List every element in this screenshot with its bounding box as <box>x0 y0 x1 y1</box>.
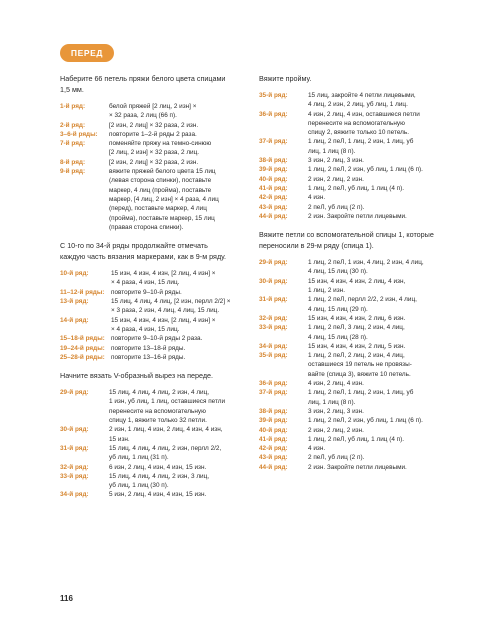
instruction-row <box>60 130 232 139</box>
row-text-line: 6 изн, 2 лиц, 4 изн, 4 изн, 15 изн. <box>109 463 207 471</box>
row-text-line: 2 пеЛ, уб лиц (2 п). <box>308 203 365 211</box>
row-text-line: 4 лиц, 15 лиц (28 п). <box>308 333 368 341</box>
instruction-row <box>60 444 232 463</box>
row-text-line: спицу 2, вяжите только 10 петель. <box>308 129 410 137</box>
row-label: 37-й ряд: <box>259 389 288 397</box>
row-text-line: 1 лиц, 2 изн. <box>308 287 345 295</box>
instruction-row <box>60 121 232 130</box>
row-text-line: 4 изн. <box>308 445 326 453</box>
row-text <box>308 156 437 165</box>
row-label: 40-й ряд: <box>259 426 288 434</box>
row-text-line: перенесите на вспомогательную <box>308 119 405 127</box>
row-text-line: 1 лиц, 2 пеЛ, 1 лиц, 2 изн, 1 лиц, уб <box>308 389 414 397</box>
instruction-row <box>60 288 232 297</box>
row-text-line: × 4 раза, 4 изн, 15 лиц. <box>111 279 180 287</box>
row-label: 34-й ряд: <box>60 491 89 499</box>
instruction-row <box>60 334 232 343</box>
instruction-row <box>259 110 437 138</box>
instruction-row <box>259 388 437 407</box>
row-label: 41-й ряд: <box>259 184 288 192</box>
row-label: 3–6-й ряды: <box>60 130 98 138</box>
instruction-row <box>60 158 232 167</box>
row-text-line: повторите 1–2-й ряды 2 раза. <box>109 130 197 138</box>
row-label: 33-й ряд: <box>60 472 89 480</box>
row-text <box>308 258 437 277</box>
row-text-line: повторите 13–16-й ряды. <box>111 353 186 361</box>
row-text <box>308 203 437 212</box>
row-text <box>109 167 232 232</box>
row-text-line: (правая сторона спинки). <box>109 223 184 231</box>
instruction-row <box>60 167 232 232</box>
row-text <box>109 444 232 463</box>
row-label: 13-й ряд: <box>60 298 89 306</box>
row-text-line: 15 изн. <box>109 435 130 443</box>
instruction-row <box>259 277 437 296</box>
instruction-row <box>60 269 232 288</box>
row-text <box>109 463 232 472</box>
row-text-line: 15 изн, 4 изн, 4 изн, [2 лиц, 4 изн] × <box>111 270 216 278</box>
instruction-row <box>259 156 437 165</box>
row-text-line: уб лиц, 1 лиц (30 п). <box>109 482 169 490</box>
row-label: 37-й ряд: <box>259 138 288 146</box>
row-text-line: 4 изн, 2 лиц, 4 изн. <box>308 380 364 388</box>
row-label: 31-й ряд: <box>60 444 89 452</box>
row-label: 38-й ряд: <box>259 407 288 415</box>
row-label: 43-й ряд: <box>259 203 288 211</box>
row-text-line: маркер, [4 лиц, 2 изн] × 4 раза, 4 лиц <box>109 195 219 203</box>
row-text-line: (перед), поставьте маркер, 4 лиц <box>109 205 207 213</box>
markers-paragraph: С 10-го по 34-й ряды продолжайте отмечать каждую часть вязания маркерами, как в 9-м ряду. <box>60 241 227 262</box>
instruction-row <box>259 463 437 472</box>
row-text-line: [2 лиц, 2 изн] × 32 раза, 2 лиц. <box>109 149 200 157</box>
instruction-row <box>60 102 232 121</box>
row-label: 10-й ряд: <box>60 270 89 278</box>
row-text <box>308 110 437 138</box>
row-text <box>308 91 437 110</box>
row-text-line: 4 лиц, 2 изн, 2 лиц, уб лиц, 1 лиц. <box>308 101 408 109</box>
row-list-4 <box>259 91 437 221</box>
row-text-line: 1 лиц, 2 пеЛ, уб лиц, 1 лиц (4 п). <box>308 184 405 192</box>
row-text-line: белой пряжей [2 лиц, 2 изн] × <box>109 103 197 110</box>
instruction-row <box>60 344 232 353</box>
instruction-row <box>259 193 437 202</box>
instruction-row <box>259 407 437 416</box>
row-text-line: 1 лиц, 2 пеЛ, перлл 2/2, 2 изн, 4 лиц, <box>308 296 417 304</box>
row-text-line: повторите 9–10-й ряды. <box>111 288 182 296</box>
row-text <box>111 316 232 335</box>
spare-needle-paragraph: Вяжите петли со вспомогательной спицы 1, которые переносили в 29-м ряду (спица 1). <box>259 230 434 251</box>
row-text-line: 15 лиц, 4 лиц, 4 лиц, 2 изн, перлл 2/2, <box>109 444 222 452</box>
row-text-line: перенесите на вспомогательную <box>109 407 206 415</box>
row-label: 32-й ряд: <box>60 463 89 471</box>
instruction-row <box>259 258 437 277</box>
row-label: 41-й ряд: <box>259 435 288 443</box>
row-label: 25–28-й ряды: <box>60 353 105 361</box>
instruction-row <box>259 295 437 314</box>
row-text <box>109 139 232 158</box>
row-text-line: 2 изн. Закройте петли лицевыми. <box>308 212 407 220</box>
instruction-row <box>259 314 437 323</box>
right-column <box>259 73 437 480</box>
row-text-line: 2 изн, 2 лиц, 2 изн. <box>308 175 364 183</box>
row-text-line: 15 лиц, закройте 4 петли лицевыми, <box>308 92 416 99</box>
row-list-5 <box>259 258 437 472</box>
row-text-line: 1 лиц, 2 пеЛ, 2 изн, уб лиц, 1 лиц (6 п). <box>308 417 423 425</box>
row-text-line: 1 лиц, 2 пеЛ, 3 лиц, 2 изн, 4 лиц, <box>308 324 405 332</box>
row-text-line: лиц, 1 лиц (8 п). <box>308 398 356 406</box>
row-label: 40-й ряд: <box>259 175 288 183</box>
row-label: 38-й ряд: <box>259 157 288 165</box>
instruction-row <box>259 184 437 193</box>
row-text-line: вяжите пряжей белого цвета 15 лиц <box>109 168 216 176</box>
row-text-line: 1 лиц, 2 пеЛ, 1 лиц, 2 изн, 1 лиц, уб <box>308 138 414 146</box>
row-text <box>308 323 437 342</box>
v-neck-paragraph: Начните вязать V-образный вырез на переде. <box>60 371 214 381</box>
row-text-line: × 32 раза, 2 лиц (66 п). <box>109 112 177 120</box>
row-label: 11–12-й ряды: <box>60 288 105 296</box>
instruction-row <box>259 91 437 110</box>
row-text-line: 1 лиц, 2 пеЛ, 2 лиц, 2 изн, 4 лиц, <box>308 352 405 360</box>
row-text-line: 15 лиц, 4 лиц, 4 лиц, 2 изн, 3 лиц, <box>109 472 210 480</box>
row-text <box>308 193 437 202</box>
row-text <box>109 121 232 130</box>
row-text-line: × 4 раза, 4 изн, 15 лиц. <box>111 325 180 333</box>
row-text <box>308 453 437 462</box>
row-text <box>308 379 437 388</box>
instruction-row <box>60 139 232 158</box>
instruction-row <box>60 316 232 335</box>
row-text <box>308 342 437 351</box>
instruction-row <box>259 453 437 462</box>
row-label: 31-й ряд: <box>259 296 288 304</box>
row-label: 43-й ряд: <box>259 454 288 462</box>
row-text-line: маркер, 4 лиц (пройма), поставьте <box>109 186 212 194</box>
row-text-line: 4 лиц, 15 лиц (29 п). <box>308 305 368 313</box>
row-text-line: (пройма), поставьте маркер, 15 лиц <box>109 214 215 222</box>
row-text <box>308 463 437 472</box>
row-label: 42-й ряд: <box>259 445 288 453</box>
row-text <box>308 426 437 435</box>
row-label: 19–24-й ряды: <box>60 344 105 352</box>
row-text-line: [2 изн, 2 лиц] × 32 раза, 2 изн. <box>109 121 199 129</box>
row-text <box>308 388 437 407</box>
row-text <box>109 472 232 491</box>
section-badge: ПЕРЕД <box>60 44 114 62</box>
row-text-line: 3 изн, 2 лиц, 3 изн. <box>308 157 364 165</box>
row-label: 2-й ряд: <box>60 121 86 129</box>
row-text <box>109 102 232 121</box>
row-label: 15–18-й ряды: <box>60 335 105 343</box>
row-label: 29-й ряд: <box>259 259 288 267</box>
row-text <box>111 288 232 297</box>
armhole-paragraph: Вяжите пройму. <box>259 74 312 83</box>
row-label: 14-й ряд: <box>60 316 89 324</box>
row-text <box>111 334 232 343</box>
row-label: 34-й ряд: <box>259 342 288 350</box>
row-text <box>109 158 232 167</box>
instruction-row <box>259 342 437 351</box>
instruction-row <box>259 165 437 174</box>
row-text <box>308 407 437 416</box>
instruction-row <box>259 416 437 425</box>
row-text <box>308 212 437 221</box>
instruction-row <box>259 351 437 379</box>
row-text <box>308 351 437 379</box>
row-text-line: лиц, 1 лиц (8 п). <box>308 147 356 155</box>
instruction-row <box>259 444 437 453</box>
row-text <box>308 295 437 314</box>
row-label: 39-й ряд: <box>259 417 288 425</box>
row-text-line: поменяйте пряжу на темно-синюю <box>109 140 212 148</box>
row-text-line: 15 изн, 4 изн, 4 изн, 2 лиц, 5 изн. <box>308 342 406 350</box>
row-text-line: повторите 13–18-й ряды. <box>111 344 186 352</box>
row-label: 29-й ряд: <box>60 389 89 397</box>
row-text <box>111 269 232 288</box>
row-text <box>109 388 232 425</box>
row-text-line: 4 лиц, 15 лиц (30 п). <box>308 268 368 276</box>
row-text-line: 15 изн, 4 изн, 4 изн, 2 лиц, 6 изн. <box>308 314 406 322</box>
instruction-row <box>60 353 232 362</box>
row-text <box>308 444 437 453</box>
row-text-line: × 3 раза, 2 изн, 4 лиц, 4 лиц, 15 лиц. <box>111 307 220 315</box>
instruction-row <box>60 425 232 444</box>
row-label: 7-й ряд: <box>60 140 86 148</box>
row-label: 35-й ряд: <box>259 352 288 360</box>
row-text <box>109 425 232 444</box>
row-list-2 <box>60 269 232 362</box>
row-text-line: 3 изн, 2 лиц, 3 изн. <box>308 407 364 415</box>
row-list-3 <box>60 388 232 500</box>
row-text <box>308 314 437 323</box>
row-label: 30-й ряд: <box>259 277 288 285</box>
row-text-line: 5 изн, 2 лиц, 4 изн, 4 изн, 15 изн. <box>109 491 207 499</box>
row-text-line: 2 изн. Закройте петли лицевыми. <box>308 463 407 471</box>
row-text-line: [2 изн, 2 лиц] × 32 раза, 2 изн. <box>109 158 199 166</box>
row-text-line: 2 пеЛ, уб лиц (2 п). <box>308 454 365 462</box>
instruction-row <box>259 379 437 388</box>
row-label: 9-й ряд: <box>60 168 86 176</box>
row-text-line: 1 изн, уб лиц, 1 лиц, оставшиеся петли <box>109 398 226 406</box>
instruction-row <box>259 323 437 342</box>
row-label: 36-й ряд: <box>259 110 288 118</box>
instruction-row <box>259 175 437 184</box>
instruction-row <box>60 297 232 316</box>
row-text <box>308 175 437 184</box>
row-text-line: 1 лиц, 2 пеЛ, уб лиц, 1 лиц (4 п). <box>308 435 405 443</box>
row-text <box>111 353 232 362</box>
row-text-line: оставшиеся 19 петель не провязы- <box>308 361 412 369</box>
instruction-row <box>60 472 232 491</box>
row-text <box>308 416 437 425</box>
row-label: 8-й ряд: <box>60 158 86 166</box>
row-text-line: 15 изн, 4 изн, 4 изн, 2 лиц, 4 изн, <box>308 277 406 285</box>
row-text <box>308 137 437 156</box>
instruction-row <box>60 490 232 499</box>
instruction-row <box>259 212 437 221</box>
row-label: 1-й ряд: <box>60 103 86 110</box>
row-text-line: 15 лиц, 4 лиц, 4 лиц, 2 изн, 4 лиц, <box>109 389 210 397</box>
row-label: 44-й ряд: <box>259 463 288 471</box>
row-label: 30-й ряд: <box>60 426 89 434</box>
row-label: 33-й ряд: <box>259 324 288 332</box>
row-text-line: 2 изн, 1 лиц, 4 изн, 2 лиц, 4 изн, 4 изн, <box>109 426 223 434</box>
row-label: 39-й ряд: <box>259 166 288 174</box>
row-text-line: 2 изн, 2 лиц, 2 изн. <box>308 426 364 434</box>
page-number: 116 <box>60 594 73 603</box>
instruction-row <box>259 426 437 435</box>
row-text <box>308 184 437 193</box>
row-label: 32-й ряд: <box>259 314 288 322</box>
left-column <box>60 73 232 508</box>
row-text <box>308 435 437 444</box>
row-text-line: спицу 1, вяжите только 32 петли. <box>109 417 207 425</box>
instruction-row <box>259 203 437 212</box>
row-label: 42-й ряд: <box>259 194 288 202</box>
row-text-line: уб лиц, 1 лиц (31 п). <box>109 454 169 462</box>
instruction-row <box>60 463 232 472</box>
row-text-line: 4 изн, 2 лиц, 4 изн, оставшиеся петли <box>308 110 420 118</box>
instruction-row <box>60 388 232 425</box>
row-text-line: 1 лиц, 2 пеЛ, 1 изн, 4 лиц, 2 изн, 4 лиц, <box>308 259 424 267</box>
row-text-line: (левая сторона спинки), поставьте <box>109 177 212 185</box>
row-text-line: 15 лиц, 4 лиц, 4 лиц, [2 изн, перлл 2/2] × <box>111 298 231 306</box>
row-label: 44-й ряд: <box>259 212 288 220</box>
instruction-row <box>259 137 437 156</box>
row-text <box>109 130 232 139</box>
row-text <box>109 490 232 499</box>
row-text <box>111 344 232 353</box>
row-text-line: повторите 9–10-й ряды 2 раза. <box>111 335 203 343</box>
row-text-line: 1 лиц, 2 пеЛ, 2 изн, уб лиц, 1 лиц (6 п). <box>308 166 423 174</box>
instruction-row <box>259 435 437 444</box>
row-text <box>308 277 437 296</box>
row-list-1 <box>60 102 232 232</box>
row-text <box>308 165 437 174</box>
row-label: 35-й ряд: <box>259 92 288 99</box>
row-text-line: 4 изн. <box>308 194 326 202</box>
row-text <box>111 297 232 316</box>
row-text-line: 15 изн, 4 изн, 4 изн, [2 лиц, 4 изн] × <box>111 316 216 324</box>
row-text-line: вайте (спица 3), вяжите 10 петель. <box>308 370 411 378</box>
intro-paragraph: Наберите 66 петель пряжи белого цвета спицами 1,5 мм. <box>60 74 226 94</box>
row-label: 36-й ряд: <box>259 380 288 388</box>
